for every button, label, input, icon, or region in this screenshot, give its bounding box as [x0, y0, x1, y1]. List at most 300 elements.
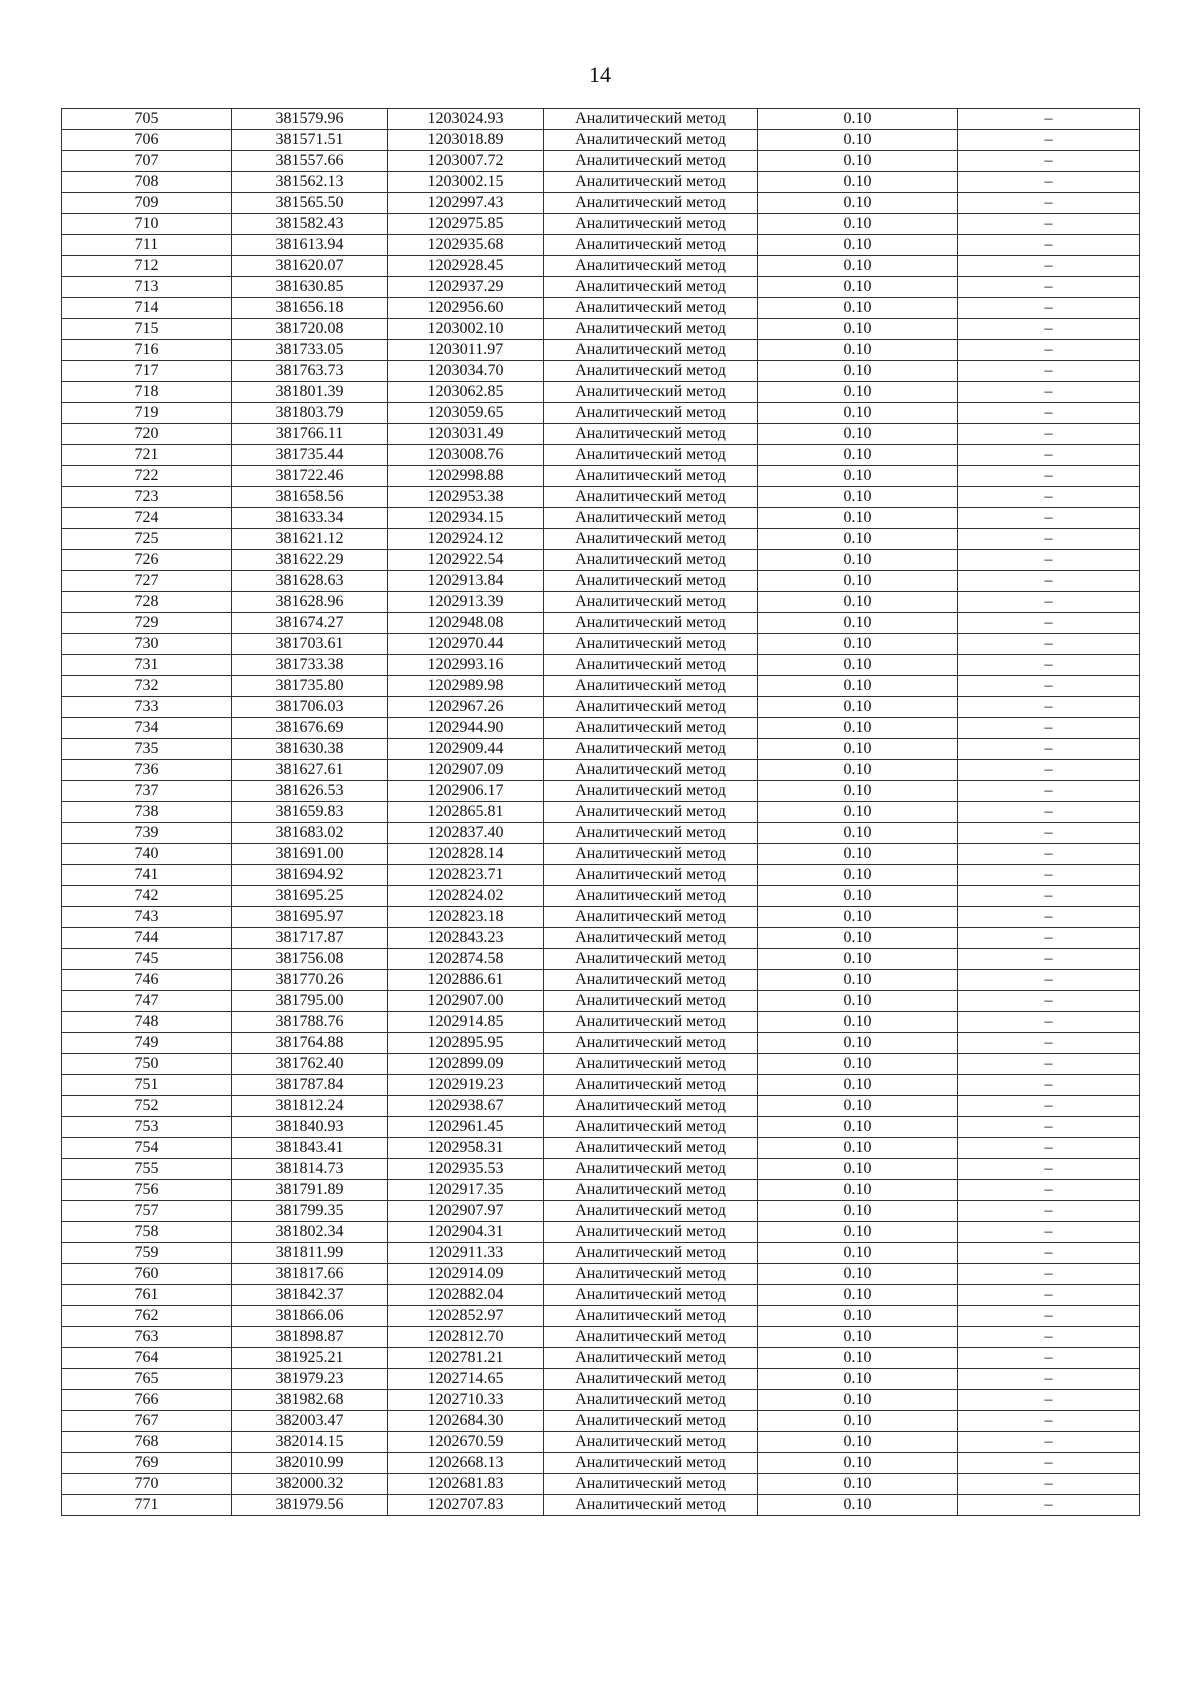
accuracy-cell: 0.10: [758, 970, 958, 991]
method-cell: Аналитический метод: [544, 718, 758, 739]
table-row: [62, 571, 1140, 592]
table-row: [62, 634, 1140, 655]
table-row: [62, 403, 1140, 424]
accuracy-cell: 0.10: [758, 991, 958, 1012]
point-number-cell: 715: [62, 319, 232, 340]
point-number-cell: 730: [62, 634, 232, 655]
x-coordinate-cell: 382010.99: [232, 1453, 388, 1474]
accuracy-cell: 0.10: [758, 760, 958, 781]
accuracy-cell: 0.10: [758, 949, 958, 970]
table-row: [62, 172, 1140, 193]
x-coordinate-cell: 381620.07: [232, 256, 388, 277]
x-coordinate-cell: 381799.35: [232, 1201, 388, 1222]
description-cell: –: [958, 382, 1140, 403]
point-number-cell: 771: [62, 1495, 232, 1516]
description-cell: –: [958, 340, 1140, 361]
y-coordinate-cell: 1202919.23: [388, 1075, 544, 1096]
method-cell: Аналитический метод: [544, 928, 758, 949]
accuracy-cell: 0.10: [758, 1495, 958, 1516]
table-row: [62, 676, 1140, 697]
y-coordinate-cell: 1202874.58: [388, 949, 544, 970]
method-cell: Аналитический метод: [544, 697, 758, 718]
point-number-cell: 751: [62, 1075, 232, 1096]
x-coordinate-cell: 381706.03: [232, 697, 388, 718]
accuracy-cell: 0.10: [758, 1096, 958, 1117]
description-cell: –: [958, 970, 1140, 991]
point-number-cell: 758: [62, 1222, 232, 1243]
point-number-cell: 756: [62, 1180, 232, 1201]
method-cell: Аналитический метод: [544, 1327, 758, 1348]
table-row: [62, 1285, 1140, 1306]
method-cell: Аналитический метод: [544, 235, 758, 256]
method-cell: Аналитический метод: [544, 1432, 758, 1453]
accuracy-cell: 0.10: [758, 1327, 958, 1348]
point-number-cell: 743: [62, 907, 232, 928]
x-coordinate-cell: 381720.08: [232, 319, 388, 340]
method-cell: Аналитический метод: [544, 676, 758, 697]
method-cell: Аналитический метод: [544, 550, 758, 571]
accuracy-cell: 0.10: [758, 1432, 958, 1453]
x-coordinate-cell: 381722.46: [232, 466, 388, 487]
x-coordinate-cell: 381676.69: [232, 718, 388, 739]
point-number-cell: 722: [62, 466, 232, 487]
y-coordinate-cell: 1202948.08: [388, 613, 544, 634]
y-coordinate-cell: 1202906.17: [388, 781, 544, 802]
table-row: [62, 1054, 1140, 1075]
x-coordinate-cell: 381691.00: [232, 844, 388, 865]
description-cell: –: [958, 697, 1140, 718]
accuracy-cell: 0.10: [758, 1075, 958, 1096]
x-coordinate-cell: 381630.38: [232, 739, 388, 760]
y-coordinate-cell: 1202909.44: [388, 739, 544, 760]
description-cell: –: [958, 844, 1140, 865]
point-number-cell: 744: [62, 928, 232, 949]
description-cell: –: [958, 1264, 1140, 1285]
y-coordinate-cell: 1202958.31: [388, 1138, 544, 1159]
accuracy-cell: 0.10: [758, 382, 958, 403]
table-row: [62, 550, 1140, 571]
y-coordinate-cell: 1202907.97: [388, 1201, 544, 1222]
description-cell: –: [958, 361, 1140, 382]
method-cell: Аналитический метод: [544, 193, 758, 214]
y-coordinate-cell: 1202837.40: [388, 823, 544, 844]
y-coordinate-cell: 1202907.00: [388, 991, 544, 1012]
method-cell: Аналитический метод: [544, 1264, 758, 1285]
accuracy-cell: 0.10: [758, 109, 958, 130]
y-coordinate-cell: 1202924.12: [388, 529, 544, 550]
x-coordinate-cell: 381733.38: [232, 655, 388, 676]
y-coordinate-cell: 1203002.10: [388, 319, 544, 340]
point-number-cell: 765: [62, 1369, 232, 1390]
x-coordinate-cell: 381979.56: [232, 1495, 388, 1516]
method-cell: Аналитический метод: [544, 1369, 758, 1390]
x-coordinate-cell: 381843.41: [232, 1138, 388, 1159]
x-coordinate-cell: 381565.50: [232, 193, 388, 214]
point-number-cell: 739: [62, 823, 232, 844]
accuracy-cell: 0.10: [758, 1369, 958, 1390]
table-row: [62, 760, 1140, 781]
y-coordinate-cell: 1203011.97: [388, 340, 544, 361]
method-cell: Аналитический метод: [544, 592, 758, 613]
y-coordinate-cell: 1202710.33: [388, 1390, 544, 1411]
table-row: [62, 991, 1140, 1012]
table-row: [62, 298, 1140, 319]
point-number-cell: 754: [62, 1138, 232, 1159]
method-cell: Аналитический метод: [544, 1390, 758, 1411]
description-cell: –: [958, 1327, 1140, 1348]
description-cell: –: [958, 1012, 1140, 1033]
description-cell: –: [958, 1054, 1140, 1075]
method-cell: Аналитический метод: [544, 949, 758, 970]
point-number-cell: 768: [62, 1432, 232, 1453]
y-coordinate-cell: 1202970.44: [388, 634, 544, 655]
accuracy-cell: 0.10: [758, 193, 958, 214]
method-cell: Аналитический метод: [544, 445, 758, 466]
point-number-cell: 737: [62, 781, 232, 802]
description-cell: –: [958, 613, 1140, 634]
y-coordinate-cell: 1202843.23: [388, 928, 544, 949]
y-coordinate-cell: 1202928.45: [388, 256, 544, 277]
method-cell: Аналитический метод: [544, 907, 758, 928]
method-cell: Аналитический метод: [544, 1117, 758, 1138]
x-coordinate-cell: 381733.05: [232, 340, 388, 361]
point-number-cell: 735: [62, 739, 232, 760]
method-cell: Аналитический метод: [544, 1495, 758, 1516]
table-row: [62, 529, 1140, 550]
table-row: [62, 739, 1140, 760]
accuracy-cell: 0.10: [758, 445, 958, 466]
x-coordinate-cell: 381801.39: [232, 382, 388, 403]
method-cell: Аналитический метод: [544, 109, 758, 130]
point-number-cell: 755: [62, 1159, 232, 1180]
point-number-cell: 732: [62, 676, 232, 697]
x-coordinate-cell: 381982.68: [232, 1390, 388, 1411]
method-cell: Аналитический метод: [544, 634, 758, 655]
table-row: [62, 109, 1140, 130]
y-coordinate-cell: 1203059.65: [388, 403, 544, 424]
point-number-cell: 745: [62, 949, 232, 970]
point-number-cell: 714: [62, 298, 232, 319]
y-coordinate-cell: 1203034.70: [388, 361, 544, 382]
accuracy-cell: 0.10: [758, 676, 958, 697]
description-cell: –: [958, 1411, 1140, 1432]
y-coordinate-cell: 1203031.49: [388, 424, 544, 445]
table-row: [62, 907, 1140, 928]
table-row: [62, 1159, 1140, 1180]
description-cell: –: [958, 1432, 1140, 1453]
y-coordinate-cell: 1202670.59: [388, 1432, 544, 1453]
description-cell: –: [958, 172, 1140, 193]
point-number-cell: 753: [62, 1117, 232, 1138]
table-row: [62, 361, 1140, 382]
accuracy-cell: 0.10: [758, 319, 958, 340]
point-number-cell: 749: [62, 1033, 232, 1054]
point-number-cell: 705: [62, 109, 232, 130]
description-cell: –: [958, 802, 1140, 823]
description-cell: –: [958, 319, 1140, 340]
table-row: [62, 193, 1140, 214]
y-coordinate-cell: 1202684.30: [388, 1411, 544, 1432]
y-coordinate-cell: 1202882.04: [388, 1285, 544, 1306]
method-cell: Аналитический метод: [544, 382, 758, 403]
y-coordinate-cell: 1202975.85: [388, 214, 544, 235]
method-cell: Аналитический метод: [544, 1453, 758, 1474]
point-number-cell: 729: [62, 613, 232, 634]
y-coordinate-cell: 1202824.02: [388, 886, 544, 907]
description-cell: –: [958, 676, 1140, 697]
y-coordinate-cell: 1202895.95: [388, 1033, 544, 1054]
description-cell: –: [958, 1222, 1140, 1243]
method-cell: Аналитический метод: [544, 970, 758, 991]
x-coordinate-cell: 381717.87: [232, 928, 388, 949]
accuracy-cell: 0.10: [758, 424, 958, 445]
description-cell: –: [958, 1180, 1140, 1201]
table-row: [62, 1306, 1140, 1327]
method-cell: Аналитический метод: [544, 1159, 758, 1180]
accuracy-cell: 0.10: [758, 907, 958, 928]
point-number-cell: 719: [62, 403, 232, 424]
description-cell: –: [958, 1495, 1140, 1516]
y-coordinate-cell: 1202707.83: [388, 1495, 544, 1516]
point-number-cell: 723: [62, 487, 232, 508]
y-coordinate-cell: 1202937.29: [388, 277, 544, 298]
point-number-cell: 760: [62, 1264, 232, 1285]
coordinates-table-body: [62, 109, 1140, 1516]
accuracy-cell: 0.10: [758, 1285, 958, 1306]
method-cell: Аналитический метод: [544, 613, 758, 634]
method-cell: Аналитический метод: [544, 277, 758, 298]
description-cell: –: [958, 1390, 1140, 1411]
accuracy-cell: 0.10: [758, 277, 958, 298]
point-number-cell: 731: [62, 655, 232, 676]
description-cell: –: [958, 466, 1140, 487]
table-row: [62, 1390, 1140, 1411]
x-coordinate-cell: 381803.79: [232, 403, 388, 424]
method-cell: Аналитический метод: [544, 1012, 758, 1033]
point-number-cell: 750: [62, 1054, 232, 1075]
method-cell: Аналитический метод: [544, 1138, 758, 1159]
method-cell: Аналитический метод: [544, 319, 758, 340]
point-number-cell: 742: [62, 886, 232, 907]
description-cell: –: [958, 235, 1140, 256]
table-row: [62, 970, 1140, 991]
accuracy-cell: 0.10: [758, 697, 958, 718]
x-coordinate-cell: 382014.15: [232, 1432, 388, 1453]
method-cell: Аналитический метод: [544, 1222, 758, 1243]
y-coordinate-cell: 1202967.26: [388, 697, 544, 718]
x-coordinate-cell: 381898.87: [232, 1327, 388, 1348]
description-cell: –: [958, 718, 1140, 739]
table-row: [62, 1033, 1140, 1054]
table-row: [62, 1117, 1140, 1138]
description-cell: –: [958, 1138, 1140, 1159]
y-coordinate-cell: 1202944.90: [388, 718, 544, 739]
method-cell: Аналитический метод: [544, 466, 758, 487]
y-coordinate-cell: 1202953.38: [388, 487, 544, 508]
table-row: [62, 466, 1140, 487]
description-cell: –: [958, 760, 1140, 781]
coordinates-table: [61, 108, 1140, 1516]
description-cell: –: [958, 1096, 1140, 1117]
x-coordinate-cell: 381763.73: [232, 361, 388, 382]
method-cell: Аналитический метод: [544, 1243, 758, 1264]
point-number-cell: 757: [62, 1201, 232, 1222]
y-coordinate-cell: 1202865.81: [388, 802, 544, 823]
table-row: [62, 802, 1140, 823]
point-number-cell: 710: [62, 214, 232, 235]
accuracy-cell: 0.10: [758, 340, 958, 361]
point-number-cell: 733: [62, 697, 232, 718]
table-row: [62, 865, 1140, 886]
y-coordinate-cell: 1202812.70: [388, 1327, 544, 1348]
point-number-cell: 759: [62, 1243, 232, 1264]
x-coordinate-cell: 381627.61: [232, 760, 388, 781]
accuracy-cell: 0.10: [758, 508, 958, 529]
method-cell: Аналитический метод: [544, 529, 758, 550]
x-coordinate-cell: 381762.40: [232, 1054, 388, 1075]
y-coordinate-cell: 1202997.43: [388, 193, 544, 214]
x-coordinate-cell: 382000.32: [232, 1474, 388, 1495]
accuracy-cell: 0.10: [758, 1033, 958, 1054]
method-cell: Аналитический метод: [544, 172, 758, 193]
method-cell: Аналитический метод: [544, 1201, 758, 1222]
point-number-cell: 762: [62, 1306, 232, 1327]
x-coordinate-cell: 381628.63: [232, 571, 388, 592]
description-cell: –: [958, 256, 1140, 277]
method-cell: Аналитический метод: [544, 403, 758, 424]
x-coordinate-cell: 381811.99: [232, 1243, 388, 1264]
table-row: [62, 1327, 1140, 1348]
x-coordinate-cell: 381694.92: [232, 865, 388, 886]
accuracy-cell: 0.10: [758, 466, 958, 487]
accuracy-cell: 0.10: [758, 1054, 958, 1075]
x-coordinate-cell: 381840.93: [232, 1117, 388, 1138]
accuracy-cell: 0.10: [758, 151, 958, 172]
x-coordinate-cell: 381582.43: [232, 214, 388, 235]
y-coordinate-cell: 1203002.15: [388, 172, 544, 193]
accuracy-cell: 0.10: [758, 655, 958, 676]
y-coordinate-cell: 1202938.67: [388, 1096, 544, 1117]
method-cell: Аналитический метод: [544, 1285, 758, 1306]
description-cell: –: [958, 1159, 1140, 1180]
description-cell: –: [958, 1033, 1140, 1054]
y-coordinate-cell: 1202935.53: [388, 1159, 544, 1180]
y-coordinate-cell: 1202935.68: [388, 235, 544, 256]
method-cell: Аналитический метод: [544, 424, 758, 445]
method-cell: Аналитический метод: [544, 571, 758, 592]
point-number-cell: 713: [62, 277, 232, 298]
description-cell: –: [958, 1306, 1140, 1327]
point-number-cell: 734: [62, 718, 232, 739]
table-row: [62, 151, 1140, 172]
x-coordinate-cell: 381866.06: [232, 1306, 388, 1327]
description-cell: –: [958, 487, 1140, 508]
description-cell: –: [958, 151, 1140, 172]
point-number-cell: 721: [62, 445, 232, 466]
y-coordinate-cell: 1202956.60: [388, 298, 544, 319]
accuracy-cell: 0.10: [758, 1012, 958, 1033]
description-cell: –: [958, 529, 1140, 550]
table-row: [62, 886, 1140, 907]
x-coordinate-cell: 381659.83: [232, 802, 388, 823]
method-cell: Аналитический метод: [544, 361, 758, 382]
table-row: [62, 445, 1140, 466]
method-cell: Аналитический метод: [544, 508, 758, 529]
y-coordinate-cell: 1202917.35: [388, 1180, 544, 1201]
accuracy-cell: 0.10: [758, 1117, 958, 1138]
method-cell: Аналитический метод: [544, 1474, 758, 1495]
description-cell: –: [958, 739, 1140, 760]
method-cell: Аналитический метод: [544, 151, 758, 172]
method-cell: Аналитический метод: [544, 1054, 758, 1075]
x-coordinate-cell: 381814.73: [232, 1159, 388, 1180]
x-coordinate-cell: 381571.51: [232, 130, 388, 151]
point-number-cell: 707: [62, 151, 232, 172]
table-row: [62, 844, 1140, 865]
x-coordinate-cell: 381979.23: [232, 1369, 388, 1390]
method-cell: Аналитический метод: [544, 214, 758, 235]
x-coordinate-cell: 381695.25: [232, 886, 388, 907]
point-number-cell: 717: [62, 361, 232, 382]
table-row: [62, 508, 1140, 529]
method-cell: Аналитический метод: [544, 487, 758, 508]
description-cell: –: [958, 928, 1140, 949]
table-row: [62, 1348, 1140, 1369]
accuracy-cell: 0.10: [758, 634, 958, 655]
point-number-cell: 711: [62, 235, 232, 256]
table-row: [62, 928, 1140, 949]
y-coordinate-cell: 1203062.85: [388, 382, 544, 403]
y-coordinate-cell: 1202907.09: [388, 760, 544, 781]
accuracy-cell: 0.10: [758, 1201, 958, 1222]
table-row: [62, 1180, 1140, 1201]
description-cell: –: [958, 1075, 1140, 1096]
description-cell: –: [958, 424, 1140, 445]
method-cell: Аналитический метод: [544, 655, 758, 676]
description-cell: –: [958, 592, 1140, 613]
description-cell: –: [958, 865, 1140, 886]
table-row: [62, 949, 1140, 970]
description-cell: –: [958, 130, 1140, 151]
table-row: [62, 214, 1140, 235]
method-cell: Аналитический метод: [544, 298, 758, 319]
y-coordinate-cell: 1203024.93: [388, 109, 544, 130]
description-cell: –: [958, 991, 1140, 1012]
method-cell: Аналитический метод: [544, 1180, 758, 1201]
y-coordinate-cell: 1202781.21: [388, 1348, 544, 1369]
x-coordinate-cell: 381756.08: [232, 949, 388, 970]
x-coordinate-cell: 381683.02: [232, 823, 388, 844]
method-cell: Аналитический метод: [544, 1306, 758, 1327]
description-cell: –: [958, 886, 1140, 907]
description-cell: –: [958, 214, 1140, 235]
table-row: [62, 781, 1140, 802]
table-row: [62, 424, 1140, 445]
point-number-cell: 736: [62, 760, 232, 781]
description-cell: –: [958, 1201, 1140, 1222]
table-row: [62, 1495, 1140, 1516]
y-coordinate-cell: 1202823.18: [388, 907, 544, 928]
accuracy-cell: 0.10: [758, 928, 958, 949]
method-cell: Аналитический метод: [544, 781, 758, 802]
accuracy-cell: 0.10: [758, 1411, 958, 1432]
y-coordinate-cell: 1202911.33: [388, 1243, 544, 1264]
accuracy-cell: 0.10: [758, 802, 958, 823]
x-coordinate-cell: 381562.13: [232, 172, 388, 193]
x-coordinate-cell: 381812.24: [232, 1096, 388, 1117]
description-cell: –: [958, 445, 1140, 466]
table-row: [62, 823, 1140, 844]
